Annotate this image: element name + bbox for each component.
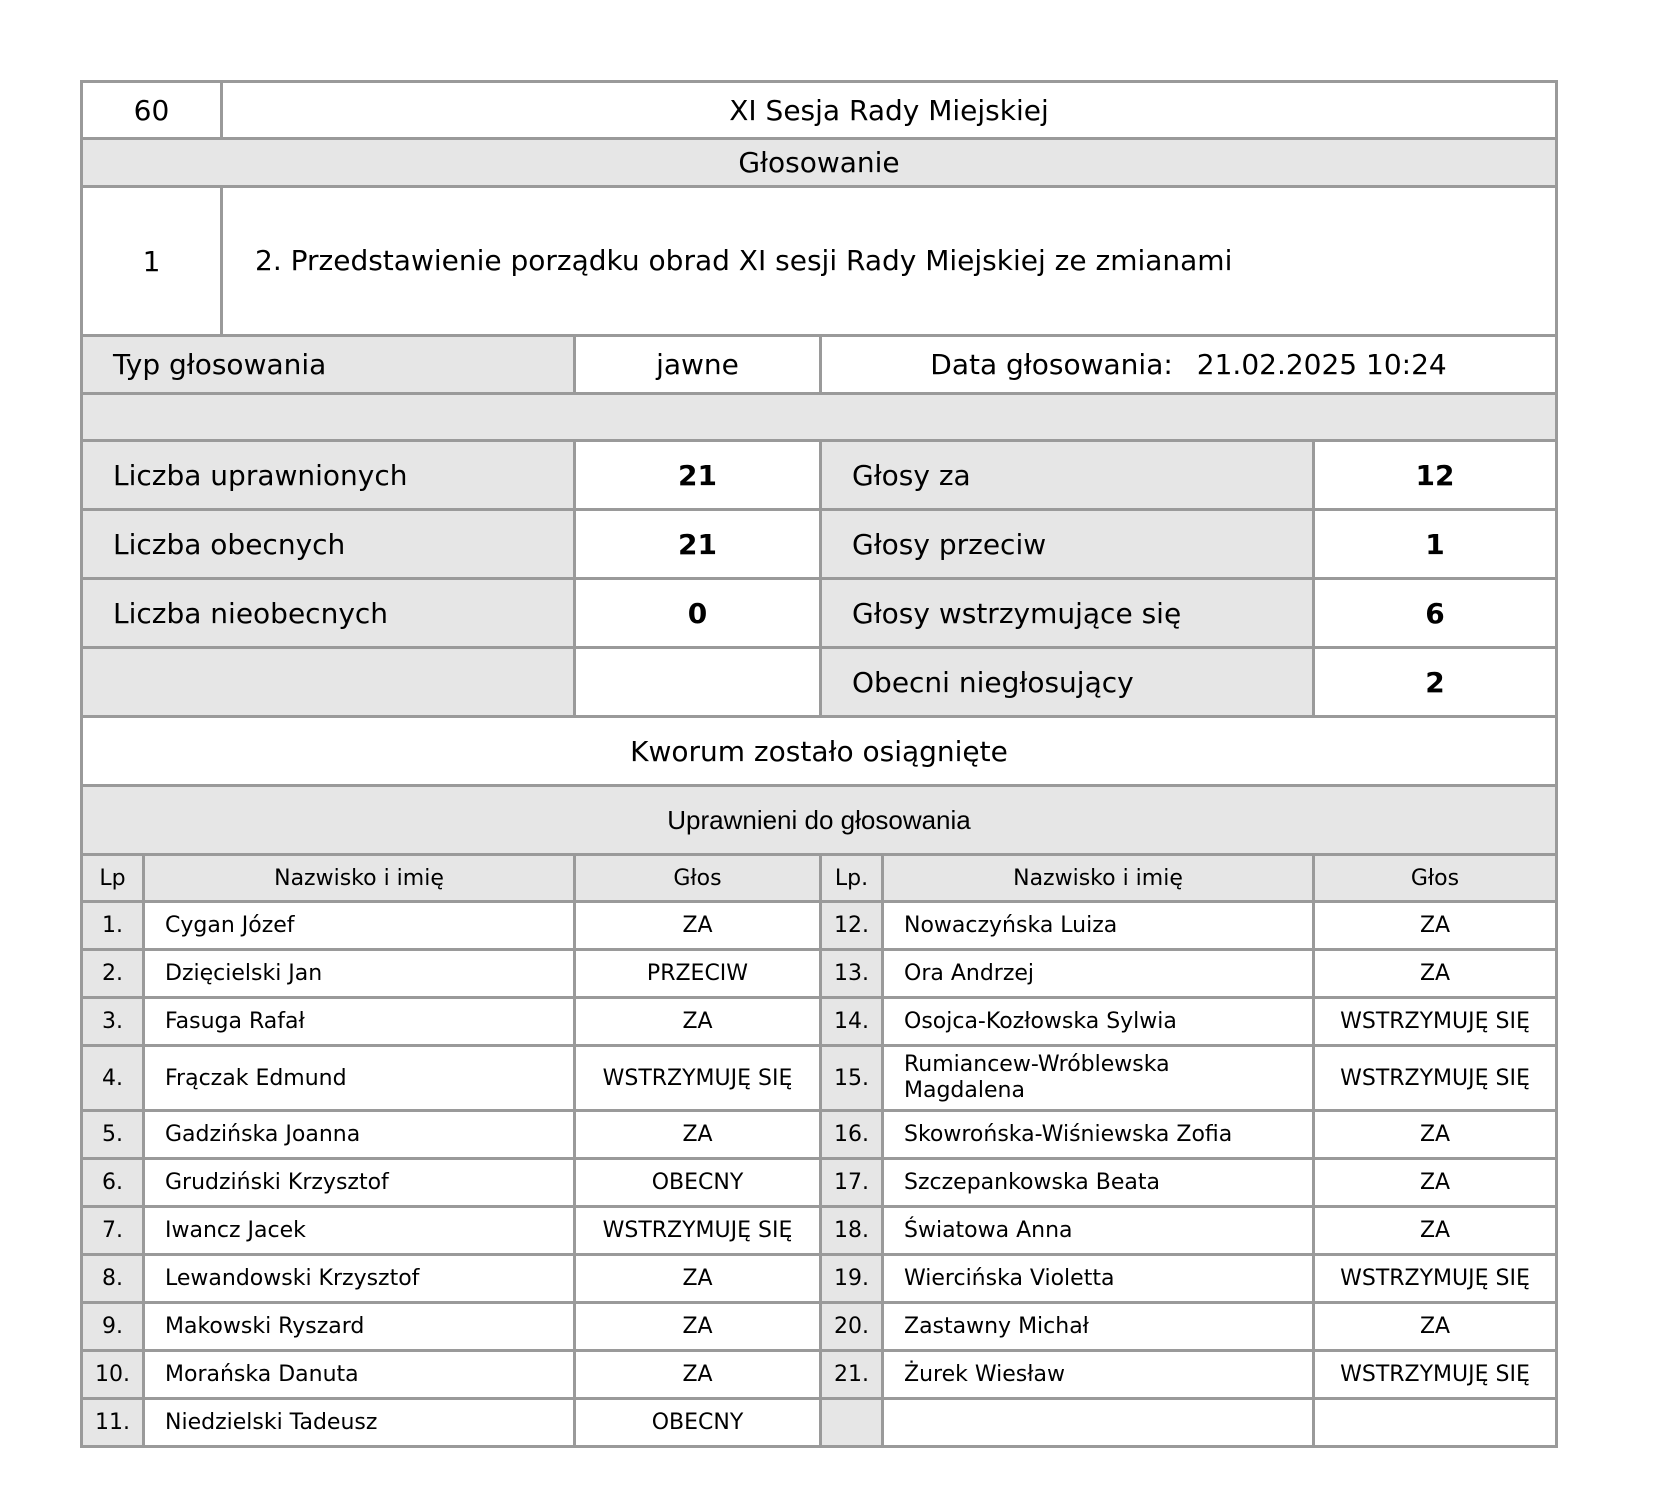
member-vote: OBECNY <box>573 1397 822 1448</box>
member-name: Wiercińska Violetta <box>881 1253 1315 1304</box>
member-name: Morańska Danuta <box>142 1349 576 1400</box>
eligible-label: Liczba uprawnionych <box>80 439 576 511</box>
row-lp: 21. <box>819 1349 884 1400</box>
member-vote: WSTRZYMUJĘ SIĘ <box>1312 996 1558 1047</box>
member-name: Niedzielski Tadeusz <box>142 1397 576 1448</box>
row-lp: 3. <box>80 996 145 1047</box>
row-lp: 4. <box>80 1044 145 1112</box>
member-vote: WSTRZYMUJĘ SIĘ <box>1312 1044 1558 1112</box>
member-vote: OBECNY <box>573 1157 822 1208</box>
member-name: Żurek Wiesław <box>881 1349 1315 1400</box>
member-name: Makowski Ryszard <box>142 1301 576 1352</box>
row-lp-empty <box>819 1397 884 1448</box>
member-vote: ZA <box>573 1301 822 1352</box>
col-header-lp-left: Lp <box>80 853 145 903</box>
for-label: Głosy za <box>819 439 1315 511</box>
member-vote: ZA <box>573 900 822 951</box>
member-vote: ZA <box>1312 900 1558 951</box>
row-lp: 2. <box>80 948 145 999</box>
row-lp: 20. <box>819 1301 884 1352</box>
member-vote: ZA <box>1312 1109 1558 1160</box>
row-lp: 11. <box>80 1397 145 1448</box>
member-vote: ZA <box>573 1349 822 1400</box>
list-title: Uprawnieni do głosowania <box>80 784 1558 856</box>
spacer-row <box>80 392 1558 442</box>
row-lp: 7. <box>80 1205 145 1256</box>
for-value: 12 <box>1312 439 1558 511</box>
row-lp: 15. <box>819 1044 884 1112</box>
vote-type-value: jawne <box>573 334 822 395</box>
vote-number: 1 <box>80 185 223 337</box>
member-name: Fasuga Rafał <box>142 996 576 1047</box>
vote-date-value: 21.02.2025 10:24 <box>1196 348 1447 381</box>
member-vote: ZA <box>1312 1205 1558 1256</box>
col-header-name-left: Nazwisko i imię <box>142 853 576 903</box>
row-lp: 6. <box>80 1157 145 1208</box>
col-header-vote-left: Głos <box>573 853 822 903</box>
row-lp: 17. <box>819 1157 884 1208</box>
member-vote-empty <box>1312 1397 1558 1448</box>
row-lp: 13. <box>819 948 884 999</box>
row-lp: 12. <box>819 900 884 951</box>
nonvoting-label: Obecni niegłosujący <box>819 646 1315 718</box>
member-name: Gadzińska Joanna <box>142 1109 576 1160</box>
vote-date <box>819 334 1558 395</box>
row-lp: 8. <box>80 1253 145 1304</box>
abstain-label: Głosy wstrzymujące się <box>819 577 1315 649</box>
member-name: Iwancz Jacek <box>142 1205 576 1256</box>
present-label: Liczba obecnych <box>80 508 576 580</box>
eligible-value: 21 <box>573 439 822 511</box>
member-name: Cygan Józef <box>142 900 576 951</box>
against-value: 1 <box>1312 508 1558 580</box>
member-vote: PRZECIW <box>573 948 822 999</box>
row-lp: 1. <box>80 900 145 951</box>
row-lp: 10. <box>80 1349 145 1400</box>
abstain-value: 6 <box>1312 577 1558 649</box>
empty-stat-label <box>80 646 576 718</box>
member-name: Światowa Anna <box>881 1205 1315 1256</box>
member-name-empty <box>881 1397 1315 1448</box>
member-vote: ZA <box>1312 1157 1558 1208</box>
col-header-vote-right: Głos <box>1312 853 1558 903</box>
member-vote: WSTRZYMUJĘ SIĘ <box>573 1044 822 1112</box>
empty-stat-value <box>573 646 822 718</box>
member-name: Grudziński Krzysztof <box>142 1157 576 1208</box>
row-lp: 19. <box>819 1253 884 1304</box>
absent-label: Liczba nieobecnych <box>80 577 576 649</box>
member-name: Osojca-Kozłowska Sylwia <box>881 996 1315 1047</box>
session-title: XI Sesja Rady Miejskiej <box>220 80 1558 140</box>
member-vote: ZA <box>573 996 822 1047</box>
row-lp: 9. <box>80 1301 145 1352</box>
member-name: Skowrońska-Wiśniewska Zofia <box>881 1109 1315 1160</box>
row-lp: 18. <box>819 1205 884 1256</box>
quorum-status: Kworum zostało osiągnięte <box>80 715 1558 787</box>
member-name: Zastawny Michał <box>881 1301 1315 1352</box>
vote-subject: 2. Przedstawienie porządku obrad XI sesji Rady Miejskiej ze zmianami <box>220 185 1558 337</box>
col-header-lp-right: Lp. <box>819 853 884 903</box>
page-number: 60 <box>80 80 223 140</box>
member-vote: WSTRZYMUJĘ SIĘ <box>573 1205 822 1256</box>
member-vote: ZA <box>573 1109 822 1160</box>
vote-type-label: Typ głosowania <box>80 334 576 395</box>
member-name: Szczepankowska Beata <box>881 1157 1315 1208</box>
member-vote: WSTRZYMUJĘ SIĘ <box>1312 1253 1558 1304</box>
voting-protocol <box>80 80 1558 1454</box>
member-name: Rumiancew-Wróblewska Magdalena <box>881 1044 1315 1112</box>
member-name: Ora Andrzej <box>881 948 1315 999</box>
member-name: Nowaczyńska Luiza <box>881 900 1315 951</box>
member-vote: WSTRZYMUJĘ SIĘ <box>1312 1349 1558 1400</box>
member-vote: ZA <box>573 1253 822 1304</box>
member-name: Dzięcielski Jan <box>142 948 576 999</box>
vote-date-label: Data głosowania: <box>930 348 1173 381</box>
absent-value: 0 <box>573 577 822 649</box>
member-vote: ZA <box>1312 948 1558 999</box>
col-header-name-right: Nazwisko i imię <box>881 853 1315 903</box>
against-label: Głosy przeciw <box>819 508 1315 580</box>
section-title: Głosowanie <box>80 137 1558 188</box>
member-name: Lewandowski Krzysztof <box>142 1253 576 1304</box>
present-value: 21 <box>573 508 822 580</box>
member-name: Frączak Edmund <box>142 1044 576 1112</box>
member-vote: ZA <box>1312 1301 1558 1352</box>
row-lp: 5. <box>80 1109 145 1160</box>
row-lp: 16. <box>819 1109 884 1160</box>
row-lp: 14. <box>819 996 884 1047</box>
nonvoting-value: 2 <box>1312 646 1558 718</box>
